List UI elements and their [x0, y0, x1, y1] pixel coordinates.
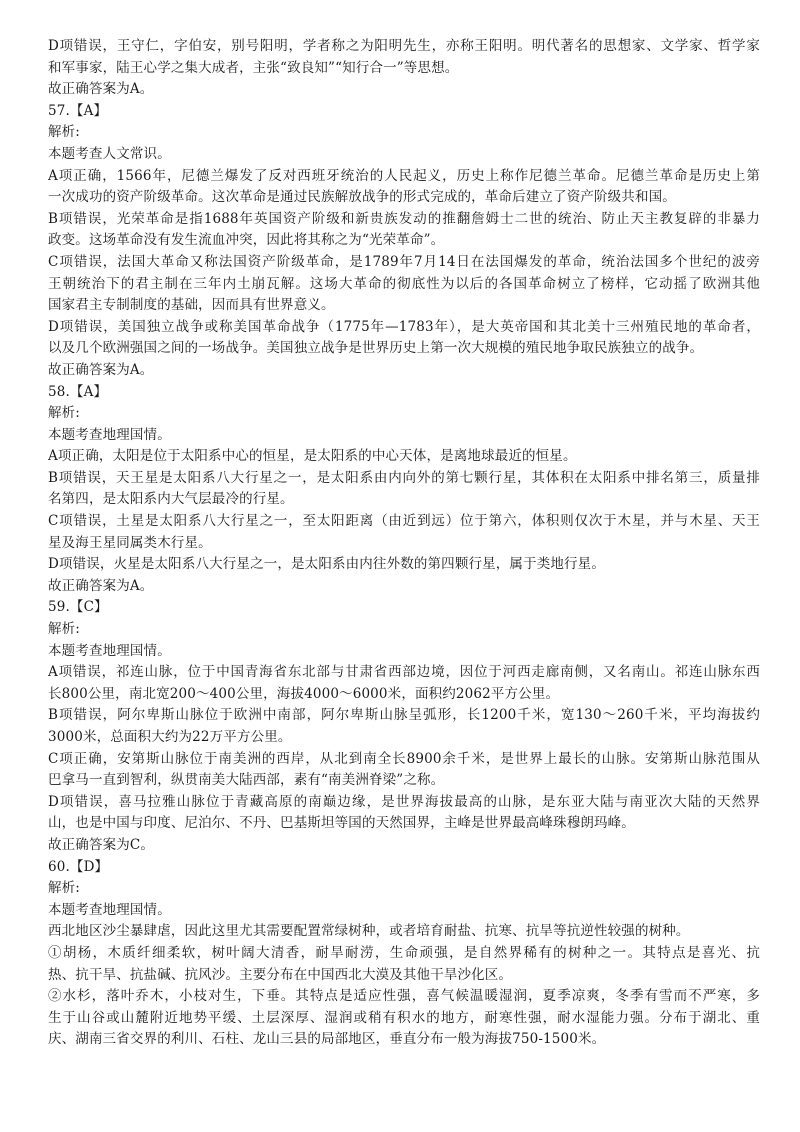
text-line: B项错误，光荣革命是指1688年英国资产阶级和新贵族发动的推翻詹姆士二世的统治、防止天主教复辟的非暴力: [48, 210, 760, 227]
text-line: A项正确，1566年，尼德兰爆发了反对西班牙统治的人民起义，历史上称作尼德兰革命。尼德兰革命是历史上第: [48, 167, 760, 184]
text-line: D项错误，火星是太阳系八大行星之一，是太阳系由内往外数的第四颗行星，属于类地行星。: [48, 556, 605, 573]
text-line: 山，也是中国与印度、尼泊尔、不丹、巴基斯坦等国的天然国界，主峰是世界最高峰珠穆朗玛峰。: [48, 815, 635, 832]
text-line: 一次成功的资产阶级革命。这次革命是通过民族解放战争的形式完成的，革命后建立了资产阶级共和国。: [48, 189, 676, 206]
text-line: 60.【D】: [48, 858, 109, 875]
text-line: 庆、湖南三省交界的利川、石柱、龙山三县的局部地区，垂直分布一般为海拔750-1500米。: [48, 1031, 606, 1048]
text-line: 57.【A】: [48, 102, 108, 119]
text-line: 故正确答案为A。: [48, 361, 154, 378]
text-line: 政变。这场革命没有发生流血冲突，因此将其称之为“光荣革命”。: [48, 232, 445, 249]
text-line: ②水杉，落叶乔木，小枝对生，下垂。其特点是适应性强，喜气候温暖湿润，夏季凉爽，冬季有雪而不严寒，多: [48, 988, 760, 1005]
text-line: 以及几个欧洲强国之间的一场战争。美国独立战争是世界历史上第一次大规模的殖民地争取民族独立的战争。: [48, 340, 704, 357]
text-line: 解析:: [48, 124, 80, 141]
text-line: 解析:: [48, 880, 80, 897]
text-line: 故正确答案为C。: [48, 836, 155, 853]
text-line: D项错误，美国独立战争或称美国革命战争（1775年—1783年），是大英帝国和其北美十三州殖民地的革命者，: [48, 318, 760, 335]
document-body: [48, 36, 760, 1051]
text-line: 国家君主专制制度的基础，因而具有世界意义。: [48, 297, 335, 314]
text-line: A项错误，祁连山脉，位于中国青海省东北部与甘肃省西部边境，因位于河西走廊南侧，又名南山。祁连山脉东西: [48, 664, 760, 681]
text-line: D项错误，喜马拉雅山脉位于青藏高原的南巅边缘，是世界海拔最高的山脉，是东亚大陆与南亚次大陆的天然界: [48, 793, 760, 810]
text-line: 解析:: [48, 621, 80, 638]
text-line: 名第四，是太阳系内大气层最冷的行星。: [48, 491, 294, 508]
text-line: C项错误，土星是太阳系八大行星之一，至太阳距离（由近到远）位于第六，体积则仅次于木星，并与木星、天王: [48, 513, 760, 530]
text-line: D项错误，王守仁，字伯安，别号阳明，学者称之为阳明先生，亦称王阳明。明代著名的思想家、文学家、哲学家: [48, 38, 760, 54]
text-line: 本题考查人文常识。: [48, 145, 171, 162]
text-line: 本题考查地理国情。: [48, 901, 171, 918]
text-line: ①胡杨，木质纤细柔软，树叶阔大清香，耐旱耐涝，生命顽强，是自然界稀有的树种之一。其特点是喜光、抗: [48, 944, 760, 961]
text-line: 王朝统治下的君主制在三年内土崩瓦解。这场大革命的彻底性为以后的各国革命树立了榜样，它动摇了欧洲其他: [48, 275, 760, 292]
text-line: C项错误，法国大革命又称法国资产阶级革命，是1789年7月14日在法国爆发的革命，统治法国多个世纪的波旁: [48, 253, 760, 270]
text-line: 本题考查地理国情。: [48, 426, 171, 443]
text-line: C项正确，安第斯山脉位于南美洲的西岸，从北到南全长8900余千米，是世界上最长的山脉。安第斯山脉范围从: [48, 750, 760, 767]
text-line: A项正确，太阳是位于太阳系中心的恒星，是太阳系的中心天体，是离地球最近的恒星。: [48, 448, 577, 465]
text-line: 3000米，总面积大约为22万平方公里。: [48, 729, 292, 745]
text-line: 热、抗干旱、抗盐碱、抗风沙。主要分布在中国西北大漠及其他干旱沙化区。: [48, 966, 513, 983]
text-line: 和军事家，陆王心学之集大成者，主张“致良知”“知行合一”等思想。: [48, 59, 459, 76]
text-line: 58.【A】: [48, 383, 108, 400]
text-line: 59.【C】: [48, 599, 108, 616]
text-line: 西北地区沙尘暴肆虐，因此这里尤其需要配置常绿树种，或者培育耐盐、抗寒、抗旱等抗逆性较强的树种。: [48, 923, 690, 940]
text-line: 故正确答案为A。: [48, 81, 154, 98]
text-line: 解析:: [48, 405, 80, 422]
text-line: B项错误，天王星是太阳系八大行星之一，是太阳系由内向外的第七颗行星，其体积在太阳系中排名第三，质量排: [48, 469, 760, 486]
text-line: B项错误，阿尔卑斯山脉位于欧洲中南部，阿尔卑斯山脉呈弧形，长1200千米，宽130～260千米，平均海拔约: [48, 707, 760, 724]
text-line: 故正确答案为A。: [48, 577, 154, 594]
text-line: 生于山谷或山麓附近地势平缓、土层深厚、湿润或稍有积水的地方，耐寒性强，耐水湿能力强。分布于湖北、重: [48, 1009, 760, 1026]
text-line: 本题考查地理国情。: [48, 642, 171, 659]
text-line: 巴拿马一直到智利，纵贯南美大陆西部，素有“南美洲脊梁”之称。: [48, 772, 445, 789]
text-line: 星及海王星同属类木行星。: [48, 534, 212, 551]
text-line: 长800公里，南北宽200～400公里，海拔4000～6000米，面积约2062平方公里。: [48, 685, 560, 702]
